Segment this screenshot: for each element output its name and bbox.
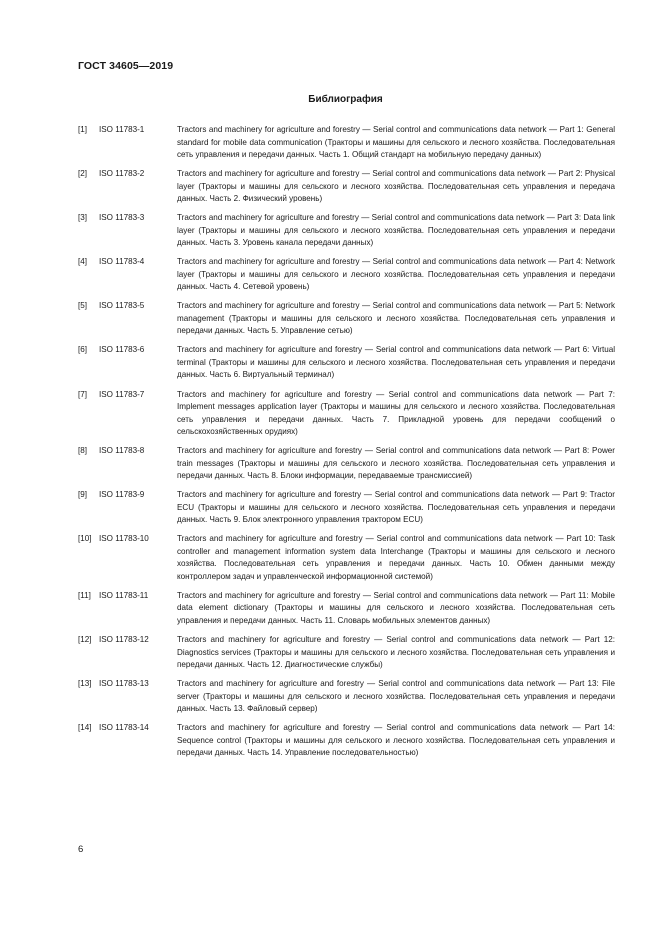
- bibliography-entry: [78, 678, 615, 716]
- entry-standard-code: ISO 11783-5: [99, 301, 145, 311]
- entry-standard-code: ISO 11783-9: [99, 490, 145, 500]
- bibliography-entry: [78, 300, 615, 338]
- entry-standard-code: ISO 11783-6: [99, 345, 145, 355]
- bibliography-entry: [78, 590, 615, 628]
- bibliography-entry: [78, 344, 615, 382]
- entry-description: Tractors and machinery for agriculture and forestry — Serial control and communications data network — Part 4: Network layer (Тракторы и машины для сельского и лесного хозяйства. Последовательная сеть управления и передачи данных. Часть 4. Сетевой уровень): [177, 257, 615, 292]
- entry-number: [3]: [78, 213, 87, 223]
- bibliography-entry: [78, 168, 615, 206]
- entry-description: Tractors and machinery for agriculture and forestry — Serial control and communications data network — Part 13: File server (Тракторы и машины для сельского и лесного хозяйства. Последовательная сеть управления и передачи данных. Часть 13. Файловый сервер): [177, 679, 615, 714]
- entry-number: [11]: [78, 590, 91, 600]
- entry-description: Tractors and machinery for agriculture and forestry — Serial control and communications data network — Part 2: Physical layer (Тракторы и машины для сельского и лесного хозяйства. Последовательная сеть управления и передача данных. Часть 2. Физический уровень): [177, 169, 615, 204]
- bibliography-entry: [78, 124, 615, 162]
- bibliography-entry: [78, 722, 615, 760]
- bibliography-list: [78, 124, 615, 766]
- entry-description: Tractors and machinery for agriculture and forestry — Serial control and communications data network — Part 8: Power train messages (Тракторы и машины для сельского и лесного хозяйства. Последовательная сеть управления и передачи данных. Часть 8. Блоки информации, передаваемые трансмиссией): [177, 446, 615, 481]
- entry-number: [8]: [78, 446, 87, 456]
- entry-description: Tractors and machinery for agriculture and forestry — Serial control and communications data network — Part 5: Network management (Тракторы и машины для сельского и лесного хозяйства. Последовательная сеть управления и передачи данных. Часть 5. Управление сетью): [177, 301, 615, 336]
- entry-standard-code: ISO 11783-8: [99, 446, 145, 456]
- entry-number: [5]: [78, 301, 87, 311]
- entry-description: Tractors and machinery for agriculture and forestry — Serial control and communications data network — Part 3: Data link layer (Тракторы и машины для сельского и лесного хозяйства. Последовательная сеть управления и передачи данных. Часть 3. Уровень канала передачи данных): [177, 213, 615, 248]
- entry-standard-code: ISO 11783-11: [99, 590, 149, 600]
- bibliography-entry: [78, 533, 615, 583]
- bibliography-entry: [78, 256, 615, 294]
- entry-standard-code: ISO 11783-12: [99, 635, 149, 645]
- entry-number: [14]: [78, 723, 92, 733]
- bibliography-entry: [78, 389, 615, 439]
- entry-description: Tractors and machinery for agriculture and forestry — Serial control and communications data network — Part 9: Tractor ECU (Тракторы и машины для сельского и лесного хозяйства. Последовательная сеть управления и передачи данных. Часть 9. Блок электронного управления трактором ECU): [177, 490, 615, 525]
- entry-standard-code: ISO 11783-14: [99, 723, 149, 733]
- entry-description: Tractors and machinery for agriculture and forestry — Serial control and communications data network — Part 11: Mobile data element dictionary (Тракторы и машины для сельского и лесного хозяйства. Последовательная сеть управления и передачи данных. Часть 11. Словарь мобильных элементов данных): [177, 590, 615, 625]
- entry-number: [2]: [78, 169, 87, 179]
- entry-number: [13]: [78, 679, 92, 689]
- entry-number: [12]: [78, 635, 92, 645]
- entry-standard-code: ISO 11783-3: [99, 213, 145, 223]
- entry-standard-code: ISO 11783-1: [99, 125, 145, 134]
- page-number: 6: [78, 844, 84, 855]
- entry-description: Tractors and machinery for agriculture and forestry — Serial control and communications data network — Part 7: Implement messages application layer (Тракторы и машины для сельского и лесного хозяйства. Последовательная сеть управления и передачи данных. Часть 7. Прикладной уровень для передачи сообщений о сельскохозяйственных орудиях): [177, 389, 615, 437]
- entry-number: [4]: [78, 257, 87, 267]
- entry-standard-code: ISO 11783-13: [99, 679, 149, 689]
- entry-number: [1]: [78, 125, 87, 134]
- bibliography-title: Библиография: [308, 94, 383, 105]
- entry-description: Tractors and machinery for agriculture and forestry — Serial control and communications data network — Part 6: Virtual terminal (Тракторы и машины для сельского и лесного хозяйства. Последовательная сеть управления и передачи данных. Часть 6. Виртуальный терминал): [177, 345, 615, 380]
- entry-standard-code: ISO 11783-4: [99, 257, 145, 267]
- bibliography-entry: [78, 445, 615, 483]
- entry-standard-code: ISO 11783-2: [99, 169, 145, 179]
- entry-description: Tractors and machinery for agriculture and forestry — Serial control and communications data network — Part 10: Task controller and management information system data Interchange (Тракторы и машины для сельского и лесного хозяйства. Последовательная сеть управления и передачи данных. Часть 10. Обмен данными между контроллером задач и управленческой информационной системой): [177, 534, 615, 581]
- entry-number: [10]: [78, 534, 92, 544]
- entry-number: [9]: [78, 490, 87, 500]
- bibliography-entry: [78, 489, 615, 527]
- entry-standard-code: ISO 11783-7: [99, 389, 145, 399]
- bibliography-entry: [78, 212, 615, 250]
- entry-number: [7]: [78, 389, 87, 399]
- entry-description: Tractors and machinery for agriculture and forestry — Serial control and communications data network — Part 1: General standard for mobile data communication (Тракторы и машины для сельского и лесного хозяйства. Последовательная сеть управления и передачи данных. Часть 1. Общий стандарт на мобильную передачу данных): [177, 125, 615, 159]
- entry-standard-code: ISO 11783-10: [99, 534, 149, 544]
- entry-number: [6]: [78, 345, 87, 355]
- entry-description: Tractors and machinery for agriculture and forestry — Serial control and communications data network — Part 14: Sequence control (Тракторы и машины для сельского и лесного хозяйства. Последовательная сеть управления и передачи данных. Часть 14. Управление последовательностью): [177, 723, 615, 758]
- document-id-header: ГОСТ 34605—2019: [78, 60, 174, 72]
- entry-description: Tractors and machinery for agriculture and forestry — Serial control and communications data network — Part 12: Diagnostics services (Тракторы и машины для сельского и лесного хозяйства. Последовательная сеть управления и передачи данных. Часть 12. Диагностические службы): [177, 635, 615, 670]
- bibliography-entry: [78, 634, 615, 672]
